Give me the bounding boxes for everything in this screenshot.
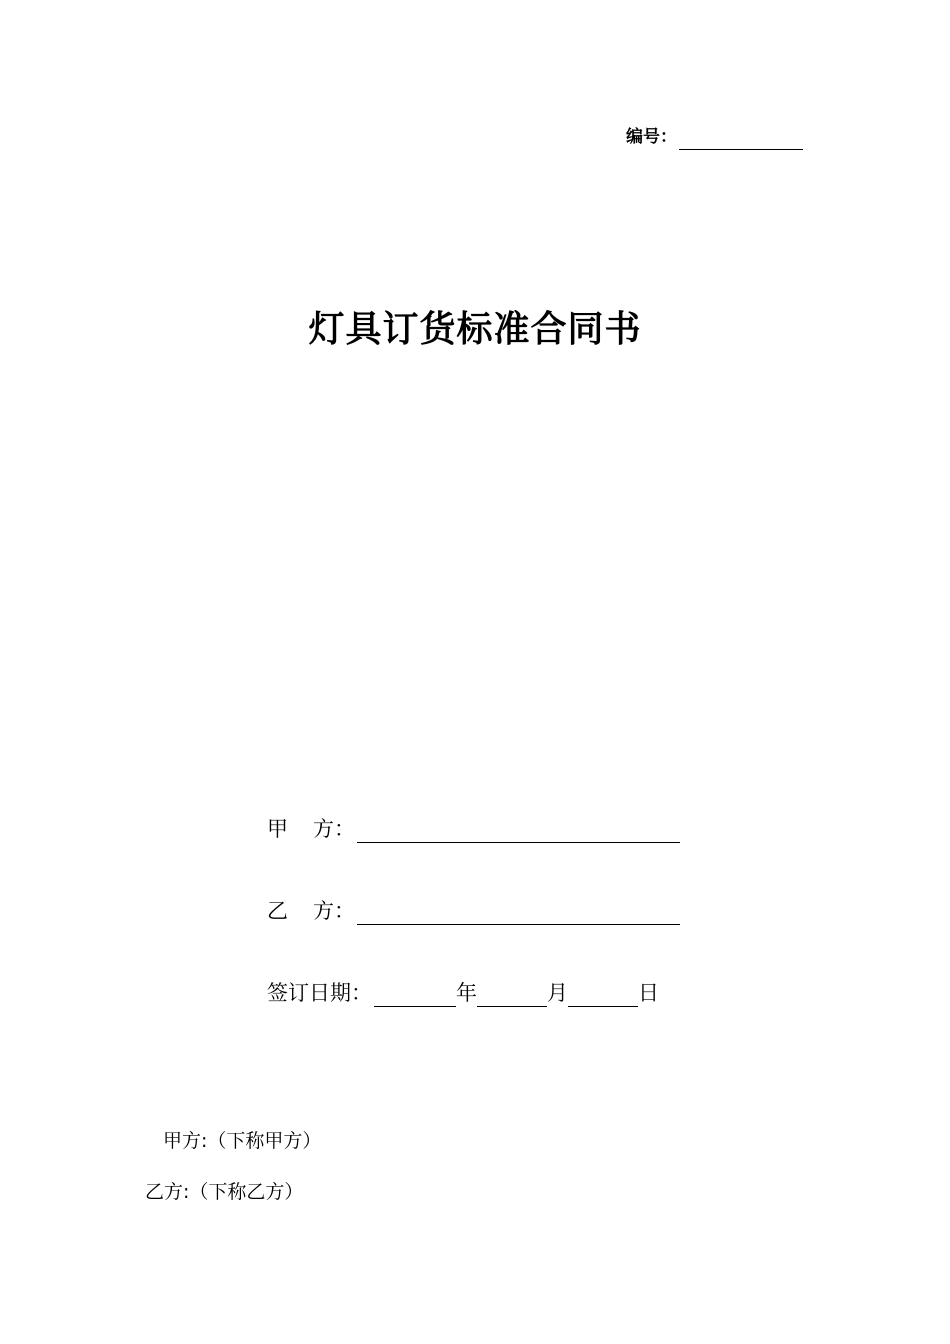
year-label: 年	[456, 981, 477, 1005]
party-a-label-char1: 甲	[267, 817, 288, 841]
party-a-blank	[357, 820, 680, 843]
party-a-label-char2: 方：	[313, 817, 355, 841]
day-blank	[568, 984, 638, 1007]
day-label: 日	[638, 981, 659, 1005]
party-b-label-char2: 方：	[313, 899, 355, 923]
month-label: 月	[547, 981, 568, 1005]
year-blank	[374, 984, 456, 1007]
party-b-label-char1: 乙	[267, 899, 288, 923]
serial-number-blank	[679, 129, 803, 150]
signing-date-line	[267, 979, 659, 1007]
signing-date-label: 签订日期：	[267, 981, 372, 1005]
party-a-signing-line	[267, 815, 680, 843]
document-title: 灯具订货标准合同书	[308, 308, 642, 350]
month-blank	[477, 984, 547, 1007]
serial-number-label: 编号：	[626, 127, 677, 147]
party-a-note: 甲方:（下称甲方）	[163, 1130, 322, 1152]
party-b-note: 乙方:（下称乙方）	[145, 1181, 304, 1203]
party-b-signing-line	[267, 897, 680, 925]
party-b-blank	[357, 902, 680, 925]
serial-number-field	[626, 124, 803, 150]
